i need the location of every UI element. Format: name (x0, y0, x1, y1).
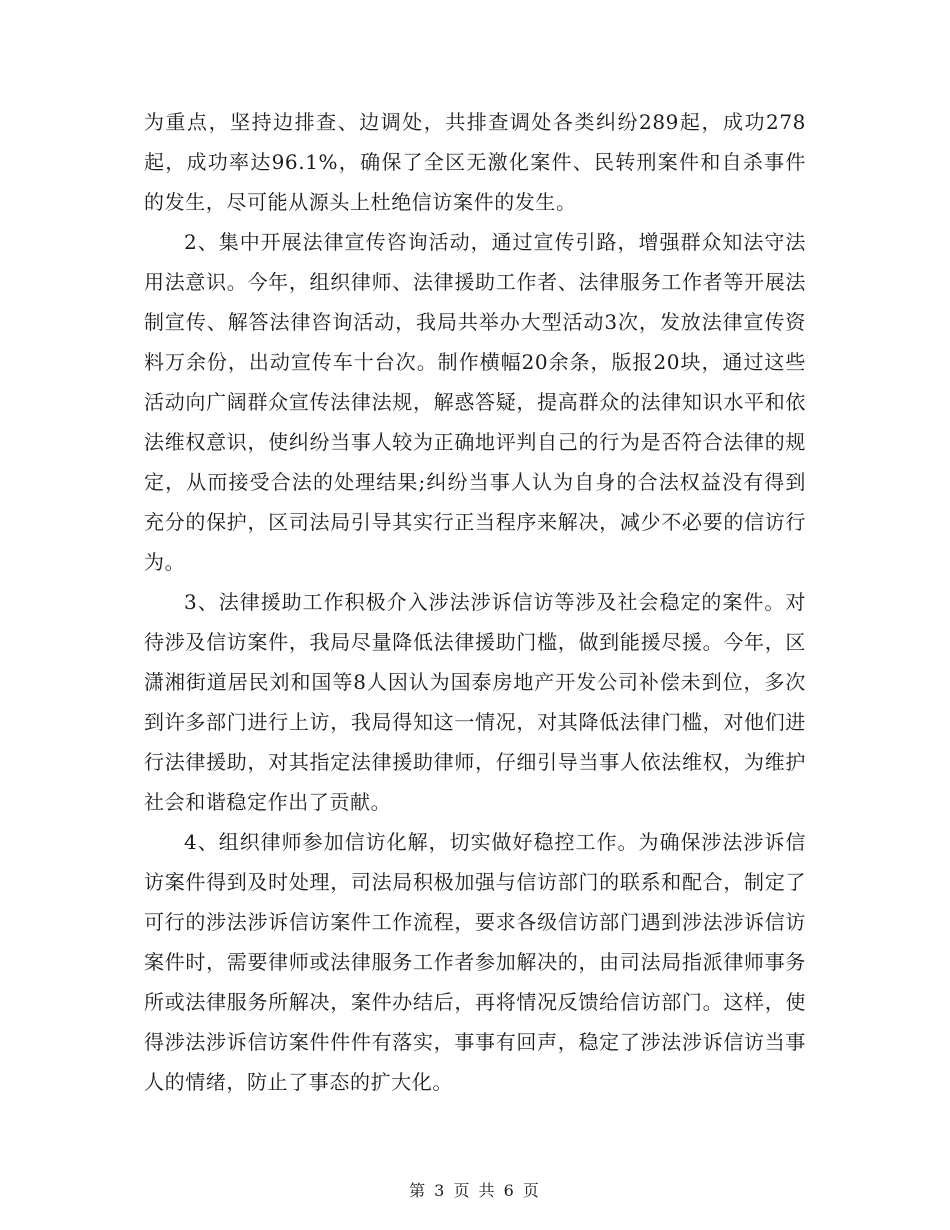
document-body (144, 102, 806, 1102)
paragraph-3: 3、法律援助工作积极介入涉法涉诉信访等涉及社会稳定的案件。对待涉及信访案件，我局尽量降低法律援助门槛，做到能援尽援。今年，区潇湘街道居民刘和国等8人因认为国泰房地产开发公司补偿未到位，多次到许多部门进行上访，我局得知这一情况，对其降低法律门槛，对他们进行法律援助，对其指定法律援助律师，仔细引导当事人依法维权，为维护社会和谐稳定作出了贡献。 (144, 590, 806, 814)
paragraph-1: 为重点，坚持边排查、边调处，共排查调处各类纠纷289起，成功278起，成功率达96.1%，确保了全区无激化案件、民转刑案件和自杀事件的发生，尽可能从源头上杜绝信访案件的发生。 (144, 110, 806, 214)
paragraph-2: 2、集中开展法律宣传咨询活动，通过宣传引路，增强群众知法守法用法意识。今年，组织律师、法律援助工作者、法律服务工作者等开展法制宣传、解答法律咨询活动，我局共举办大型活动3次，发放法律宣传资料万余份，出动宣传车十台次。制作横幅20余条，版报20块，通过这些活动向广阔群众宣传法律法规，解惑答疑，提高群众的法律知识水平和依法维权意识，使纠纷当事人较为正确地评判自己的行为是否符合法律的规定，从而接受合法的处理结果;纠纷当事人认为自身的合法权益没有得到充分的保护，区司法局引导其实行正当程序来解决，减少不必要的信访行为。 (144, 230, 806, 574)
paragraph-4: 4、组织律师参加信访化解，切实做好稳控工作。为确保涉法涉诉信访案件得到及时处理，司法局积极加强与信访部门的联系和配合，制定了可行的涉法涉诉信访案件工作流程，要求各级信访部门遇到涉法涉诉信访案件时，需要律师或法律服务工作者参加解决的，由司法局指派律师事务所或法律服务所解决，案件办结后，再将情况反馈给信访部门。这样，使得涉法涉诉信访案件件件有落实，事事有回声，稳定了涉法涉诉信访当事人的情绪，防止了事态的扩大化。 (144, 830, 806, 1094)
page-number-footer: 第 3 页 共 6 页 (409, 1181, 541, 1200)
